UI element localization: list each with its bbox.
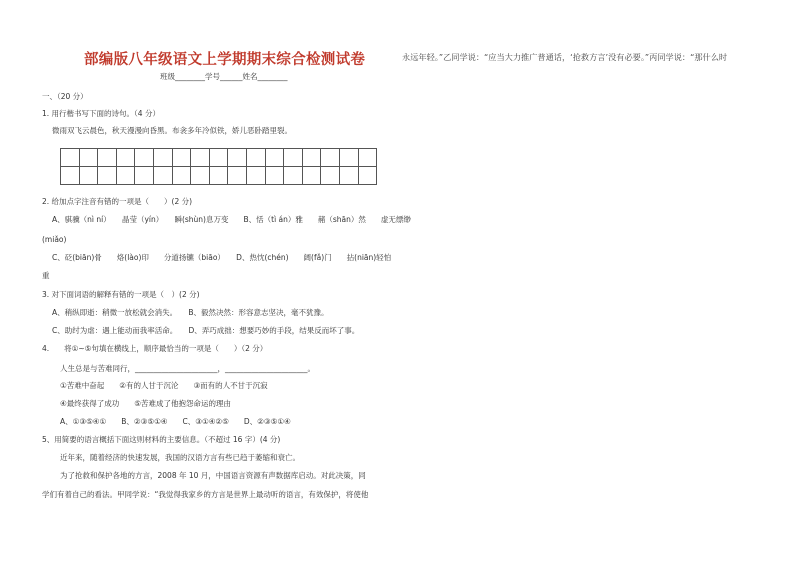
q5-paragraph-2: 为了抢救和保护各地的方言，2008 年 10 月，中国语言资源有声数据库启动。对此决策，同 [60, 471, 366, 480]
grid-cell[interactable] [266, 167, 285, 185]
grid-cell[interactable] [135, 149, 154, 167]
grid-cell[interactable] [191, 149, 210, 167]
grid-cell[interactable] [321, 149, 340, 167]
q5-prompt: 5、用简要的语言概括下面这则材料的主要信息。（不超过 16 字）(4 分) [42, 435, 281, 444]
grid-cell[interactable] [321, 167, 340, 185]
grid-cell[interactable] [228, 167, 247, 185]
q4-answers: A、①③⑤④① B、②③⑤①④ C、③①④②⑤ D、②③⑤①④ [60, 417, 291, 426]
grid-cell[interactable] [247, 149, 266, 167]
q2-option-c: C、砭(biān)骨 烙(lào)印 分道扬镳（biāo） D、热忱(chén) 阔(fǎ)门 拈(niān)轻怕 [52, 253, 392, 262]
grid-cell[interactable] [340, 167, 359, 185]
q2-option-a: A、骐骥（nì ní） 晶莹（yín） 瞬(shùn)息万变 B、恬（tì án）雅 赭（shān）然 虚无缥缈 [52, 215, 411, 224]
grid-cell[interactable] [80, 149, 99, 167]
grid-cell[interactable] [359, 167, 378, 185]
grid-cell[interactable] [135, 167, 154, 185]
q3-prompt: 3. 对下面词语的解释有错的一项是（ ）(2 分) [42, 290, 200, 299]
grid-cell[interactable] [359, 149, 378, 167]
grid-cell[interactable] [98, 149, 117, 167]
q3-option-a: A、稍纵即逝：稍微一放松就会消失。 B、毅然决然：形容意志坚决，毫不犹豫。 [52, 308, 329, 317]
grid-cell[interactable] [98, 167, 117, 185]
grid-cell[interactable] [80, 167, 99, 185]
grid-cell[interactable] [247, 167, 266, 185]
q1-poem: 微雨双飞云晨色，秋天漫漫向昏黑。布衾多年冷似铁，娇儿恶卧踏里裂。 [52, 126, 292, 135]
grid-cell[interactable] [173, 149, 192, 167]
q4-items-2: ④最终获得了成功 ⑤苦难成了他抱怨命运的理由 [60, 399, 231, 408]
grid-cell[interactable] [173, 167, 192, 185]
grid-cell[interactable] [340, 149, 359, 167]
grid-cell[interactable] [303, 149, 322, 167]
q5-paragraph-3: 学们有着自己的看法。甲同学说：“我觉得我家乡的方言是世界上最动听的语言，有效保护，将使他 [42, 490, 369, 499]
writing-grid[interactable] [60, 148, 377, 185]
q4-prompt: 4. 将①~⑤句填在横线上，顺序最恰当的一项是（ ）（2 分） [42, 344, 268, 353]
grid-cell[interactable] [191, 167, 210, 185]
grid-cell[interactable] [154, 167, 173, 185]
q4-stem: 人生总是与苦难同行，______________________，______________________。 [60, 364, 315, 373]
grid-cell[interactable] [284, 167, 303, 185]
grid-cell[interactable] [303, 167, 322, 185]
q2-option-a-cont: (miǎo) [42, 235, 67, 244]
grid-cell[interactable] [284, 149, 303, 167]
grid-cell[interactable] [266, 149, 285, 167]
grid-cell[interactable] [117, 167, 136, 185]
grid-cell[interactable] [154, 149, 173, 167]
grid-cell[interactable] [61, 167, 80, 185]
grid-cell[interactable] [117, 149, 136, 167]
exam-title: 部编版八年级语文上学期期末综合检测试卷 [84, 52, 366, 68]
q2-option-c-cont: 重 [42, 271, 50, 280]
grid-cell[interactable] [61, 149, 80, 167]
grid-cell[interactable] [228, 149, 247, 167]
q4-items-1: ①苦难中奋起 ②有的人甘于沉沦 ③而有的人不甘于沉寂 [60, 381, 268, 390]
grid-cell[interactable] [210, 149, 229, 167]
q3-option-c: C、助纣为虐：遇上能动而我率活命。 D、弄巧成拙：想要巧妙的手段，结果反而坏了事。 [52, 326, 360, 335]
continued-text-fragment: 永远年轻。”乙同学说：“应当大力推广普通话，‘抢救方言’没有必要。”丙同学说：“那什么时 [402, 52, 728, 62]
student-info-line: 班级________学号______姓名________ [160, 72, 288, 81]
q2-prompt: 2. 给加点字注音有错的一项是（ ）(2 分) [42, 197, 193, 206]
q1-prompt: 1. 用行楷书写下面的诗句。（4 分） [42, 109, 160, 118]
q5-paragraph-1: 近年来，随着经济的快速发展，我国的汉语方言有些已趋于萎缩和衰亡。 [60, 453, 300, 462]
grid-cell[interactable] [210, 167, 229, 185]
section-label: 一、（20 分） [42, 92, 88, 101]
